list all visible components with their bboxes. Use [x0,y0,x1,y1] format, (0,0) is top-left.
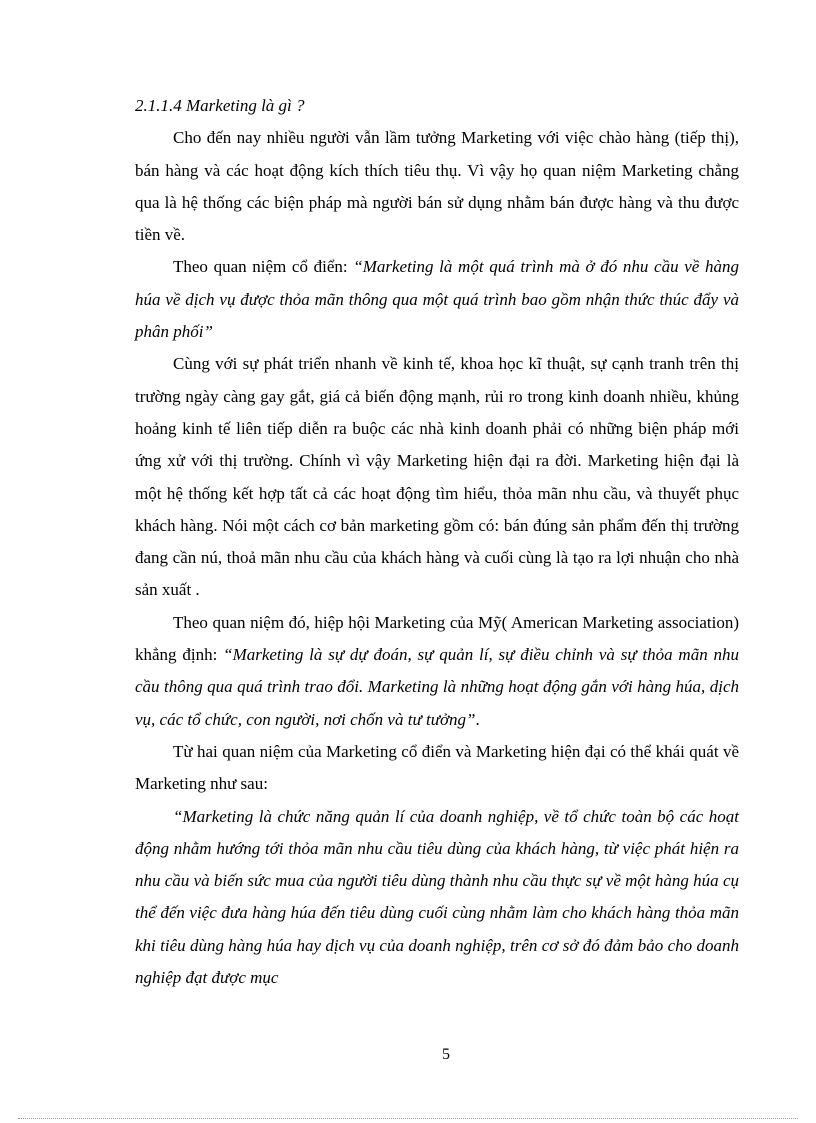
section-heading: 2.1.1.4 Marketing là gì ? [135,96,305,115]
ama-definition-quote: “Marketing là sự dự đoán, sự quản lí, sự điều chỉnh và sự thỏa mãn nhu cầu thông qua quá trình trao đổi. Marketing là những hoạt động gắn với hàng húa, dịch vụ, các tổ chức, con người, nơi chốn và tư tưởng” [135,645,740,729]
paragraph-misconception: Cho đến nay nhiều người vẫn lầm tưởng Marketing với việc chào hàng (tiếp thị), bán hàng và các hoạt động kích thích tiêu thụ. Vì vậy họ quan niệm Marketing chẳng qua là hệ thống các biện pháp mà người bán sử dụng nhằm bán được hàng và thu được tiền về. [135,128,739,245]
page-content [135,90,739,994]
classic-lead-text: Theo quan niệm cổ điển: [173,257,354,277]
final-definition-quote: “Marketing là chức năng quản lí của doanh nghiệp, về tổ chức toàn bộ các hoạt động nhằm hướng tới thỏa mãn nhu cầu tiêu dùng của khách hàng, từ việc phát hiện ra nhu cầu và biến sức mua của người tiêu dùng thành nhu cầu thực sự về một hàng húa cụ thể đến việc đưa hàng húa đến tiêu dùng cuối cùng nhằm làm cho khách hàng thỏa mãn khi tiêu dùng hàng húa hay dịch vụ của doanh nghiệp, trên cơ sở đó đảm bảo cho doanh nghiệp đạt được mục [135,806,739,988]
page-bottom-divider [18,1118,798,1119]
paragraph-classic-definition [135,251,739,348]
ama-lead-text: Theo quan niệm đó, hiệp hội Marketing của Mỹ( American Marketing association) khẳng định: [135,612,739,665]
paragraph-modern-marketing: Cùng với sự phát triển nhanh về kinh tế, khoa học kĩ thuật, sự cạnh tranh trên thị trường ngày càng gay gắt, giá cả biến động mạnh, rủi ro trong kinh doanh nhiều, khủng hoảng kinh tế liên tiếp diễn ra buộc các nhà kinh doanh phải có những biện pháp mới ứng xử với thị trường. Chính vì vậy Marketing hiện đại ra đời. Marketing hiện đại là một hệ thống kết hợp tất cả các hoạt động tìm hiểu, thỏa mãn nhu cầu, và thuyết phục khách hàng. Nói một cách cơ bản marketing gồm có: bán đúng sản phẩm đến thị trường đang cần nú, thoả mãn nhu cầu của khách hàng và cuối cùng là tạo ra lợi nhuận cho nhà sản xuất . [135,354,739,600]
paragraph-summary-intro: Từ hai quan niệm của Marketing cổ điển và Marketing hiện đại có thể khái quát về Marketing như sau: [135,741,739,794]
paragraph-ama-definition [135,607,739,736]
ama-tail: . [475,709,480,729]
classic-definition-quote: “Marketing là một quá trình mà ở đó nhu cầu về hàng húa về dịch vụ được thỏa mãn thông qua một quá trình bao gồm nhận thức thúc đẩy và phân phối” [135,257,739,342]
page-number: 5 [442,1046,450,1063]
